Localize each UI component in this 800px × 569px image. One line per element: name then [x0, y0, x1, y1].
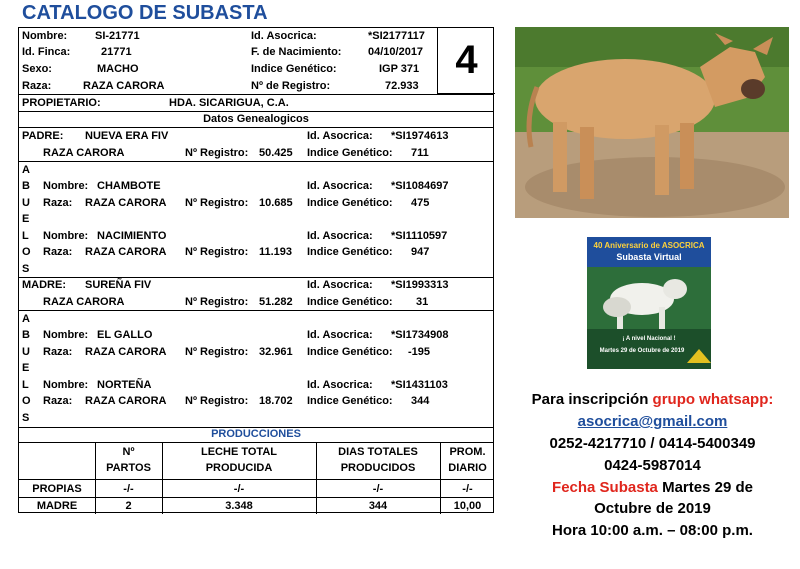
catalog-title: CATALOGO DE SUBASTA	[22, 2, 268, 24]
abuelos-letter: U	[22, 197, 30, 209]
padre-label: PADRE:	[22, 130, 64, 142]
madre-label: MADRE:	[22, 279, 66, 291]
abuelo-raza-label: Raza:	[43, 395, 73, 407]
abuelo-raza: RAZA CARORA	[85, 395, 167, 407]
poster-line1: 40 Aniversario de ASOCRICA	[593, 241, 705, 250]
catalog-card	[18, 27, 494, 513]
prom-header-1: PROM.	[449, 446, 486, 458]
abuelos-letter: A	[22, 313, 30, 325]
abuelo-id-label: Id. Asocrica:	[307, 379, 373, 391]
abuelos-letter: S	[22, 263, 30, 275]
abuelos-letter: L	[22, 230, 29, 242]
abuelo-indice: -195	[408, 346, 431, 358]
padre-raza: RAZA CARORA	[43, 147, 125, 159]
abuelo-id: *SI1734908	[391, 329, 449, 341]
abuelos-letter: A	[22, 164, 30, 176]
abuelo-nombre-label: Nombre:	[43, 180, 89, 192]
leche-header-1: LECHE TOTAL	[201, 446, 277, 458]
inscripcion-prefix: Para inscripción	[531, 391, 649, 408]
phones-line: 0252-4217710 / 0414-5400349	[549, 435, 756, 452]
email-link[interactable]: asocrica@gmail.com	[577, 413, 728, 430]
fecha-line2: Octubre de 2019	[594, 500, 711, 517]
madre-id: *SI1993313	[391, 279, 449, 291]
abuelo-indice-label: Indice Genético:	[307, 395, 393, 407]
abuelos-letter: O	[22, 246, 31, 258]
row-label: MADRE	[36, 500, 78, 512]
abuelo-id-label: Id. Asocrica:	[307, 230, 373, 242]
abuelo-indice: 344	[411, 395, 430, 407]
fecha-value: Martes 29 de	[662, 479, 753, 496]
row-label: PROPIAS	[32, 483, 82, 495]
row-partos: -/-	[123, 483, 134, 495]
propietario-label: PROPIETARIO:	[22, 97, 101, 109]
row-dias: -/-	[372, 483, 384, 495]
abuelo-nombre: NACIMIENTO	[97, 230, 167, 242]
row-leche: 3.348	[225, 500, 253, 512]
inscripcion-highlight: grupo whatsapp:	[652, 391, 774, 408]
sexo-value: MACHO	[97, 63, 139, 75]
poster-line4: Martes 29 de Octubre de 2019	[599, 348, 685, 354]
madre-registro-label: Nº Registro:	[185, 296, 249, 308]
abuelo-raza: RAZA CARORA	[85, 197, 167, 209]
fecha-label: Fecha Subasta	[552, 479, 658, 496]
abuelo-id: *SI1110597	[391, 230, 448, 242]
padre-nombre: NUEVA ERA FIV	[85, 130, 169, 142]
registro-value: 72.933	[385, 80, 419, 92]
asocrica-value: *SI2177117	[368, 30, 425, 42]
abuelos-letter: B	[22, 180, 30, 192]
madre-nombre: SUREÑA FIV	[85, 279, 152, 291]
dias-header-2: PRODUCIDOS	[340, 462, 416, 474]
genetico-value: IGP 371	[379, 63, 420, 75]
abuelos-letter: U	[22, 346, 30, 358]
asocrica-label: Id. Asocrica:	[251, 30, 317, 42]
padre-registro-label: Nº Registro:	[185, 147, 249, 159]
abuelo-registro-label: Nº Registro:	[185, 246, 249, 258]
abuelo-nombre-label: Nombre:	[43, 379, 89, 391]
abuelo-nombre-label: Nombre:	[43, 329, 89, 341]
genetico-label: Indice Genético:	[251, 63, 337, 75]
poster-line3: ¡ A nivel Nacional !	[622, 336, 676, 342]
abuelo-nombre: CHAMBOTE	[97, 180, 161, 192]
auction-poster	[587, 237, 711, 369]
abuelo-indice-label: Indice Genético:	[307, 346, 393, 358]
abuelo-id: *SI1084697	[391, 180, 449, 192]
abuelo-raza: RAZA CARORA	[85, 346, 167, 358]
hora-line: Hora 10:00 a.m. – 08:00 p.m.	[552, 522, 753, 539]
abuelo-nombre-label: Nombre:	[43, 230, 89, 242]
inscripcion-line	[505, 391, 800, 408]
madre-raza: RAZA CARORA	[43, 296, 125, 308]
abuelos-letter: S	[22, 412, 30, 424]
abuelo-registro: 11.193	[259, 246, 293, 258]
prom-header-2: DIARIO	[448, 462, 487, 474]
abuelos-letter: E	[22, 362, 30, 374]
nacimiento-value: 04/10/2017	[368, 46, 424, 58]
producciones-heading: PRODUCCIONES	[211, 428, 301, 440]
abuelo-raza-label: Raza:	[43, 197, 73, 209]
propietario-value: HDA. SICARIGUA, C.A.	[169, 97, 289, 109]
lot-number: 4	[437, 28, 495, 94]
padre-indice-label: Indice Genético:	[307, 147, 393, 159]
phone2-line: 0424-5987014	[604, 457, 701, 474]
madre-indice: 31	[416, 296, 429, 308]
abuelo-indice: 947	[411, 246, 430, 258]
padre-id: *SI1974613	[391, 130, 449, 142]
partos-header-1: Nº	[122, 446, 135, 458]
row-prom: 10,00	[453, 500, 482, 512]
abuelo-nombre: NORTEÑA	[97, 379, 152, 391]
row-partos: 2	[125, 500, 132, 512]
padre-registro: 50.425	[259, 147, 293, 159]
animal-photo	[515, 27, 789, 218]
abuelo-registro: 10.685	[259, 197, 293, 209]
abuelo-nombre: EL GALLO	[97, 329, 153, 341]
padre-indice: 711	[411, 147, 429, 159]
registro-label: Nº de Registro:	[251, 80, 331, 92]
raza-label: Raza:	[22, 80, 52, 92]
padre-id-label: Id. Asocrica:	[307, 130, 373, 142]
nombre-value: SI-21771	[95, 30, 140, 42]
abuelo-registro: 32.961	[259, 346, 293, 358]
abuelo-id-label: Id. Asocrica:	[307, 180, 373, 192]
sexo-label: Sexo:	[22, 63, 52, 75]
row-leche: -/-	[233, 483, 245, 495]
abuelo-indice: 475	[411, 197, 430, 209]
abuelos-letter: E	[22, 213, 30, 225]
abuelo-indice-label: Indice Genético:	[307, 246, 393, 258]
partos-header-2: PARTOS	[106, 462, 151, 474]
madre-indice-label: Indice Genético:	[307, 296, 393, 308]
row-dias: 344	[368, 500, 388, 512]
abuelo-id: *SI1431103	[391, 379, 448, 391]
abuelos-letter: O	[22, 395, 31, 407]
nombre-label: Nombre:	[22, 30, 68, 42]
leche-header-2: PRODUCIDA	[205, 462, 273, 474]
nacimiento-label: F. de Nacimiento:	[251, 46, 342, 58]
madre-id-label: Id. Asocrica:	[307, 279, 373, 291]
poster-line2: Subasta Virtual	[616, 252, 682, 262]
abuelo-registro: 18.702	[259, 395, 293, 407]
abuelo-registro-label: Nº Registro:	[185, 197, 249, 209]
abuelo-registro-label: Nº Registro:	[185, 395, 249, 407]
abuelos-letter: B	[22, 329, 30, 341]
finca-label: Id. Finca:	[22, 46, 71, 58]
fecha-line	[505, 479, 800, 496]
abuelo-raza-label: Raza:	[43, 246, 73, 258]
madre-registro: 51.282	[259, 296, 293, 308]
abuelos-letter: L	[22, 379, 29, 391]
abuelo-registro-label: Nº Registro:	[185, 346, 249, 358]
finca-value: 21771	[101, 46, 132, 58]
row-prom: -/-	[462, 483, 473, 495]
raza-value: RAZA CARORA	[83, 80, 165, 92]
abuelo-id-label: Id. Asocrica:	[307, 329, 373, 341]
abuelo-indice-label: Indice Genético:	[307, 197, 393, 209]
abuelo-raza: RAZA CARORA	[85, 246, 167, 258]
datos-genealogicos-heading: Datos Genealogicos	[203, 113, 309, 125]
abuelo-raza-label: Raza:	[43, 346, 73, 358]
dias-header-1: DIAS TOTALES	[338, 446, 418, 458]
